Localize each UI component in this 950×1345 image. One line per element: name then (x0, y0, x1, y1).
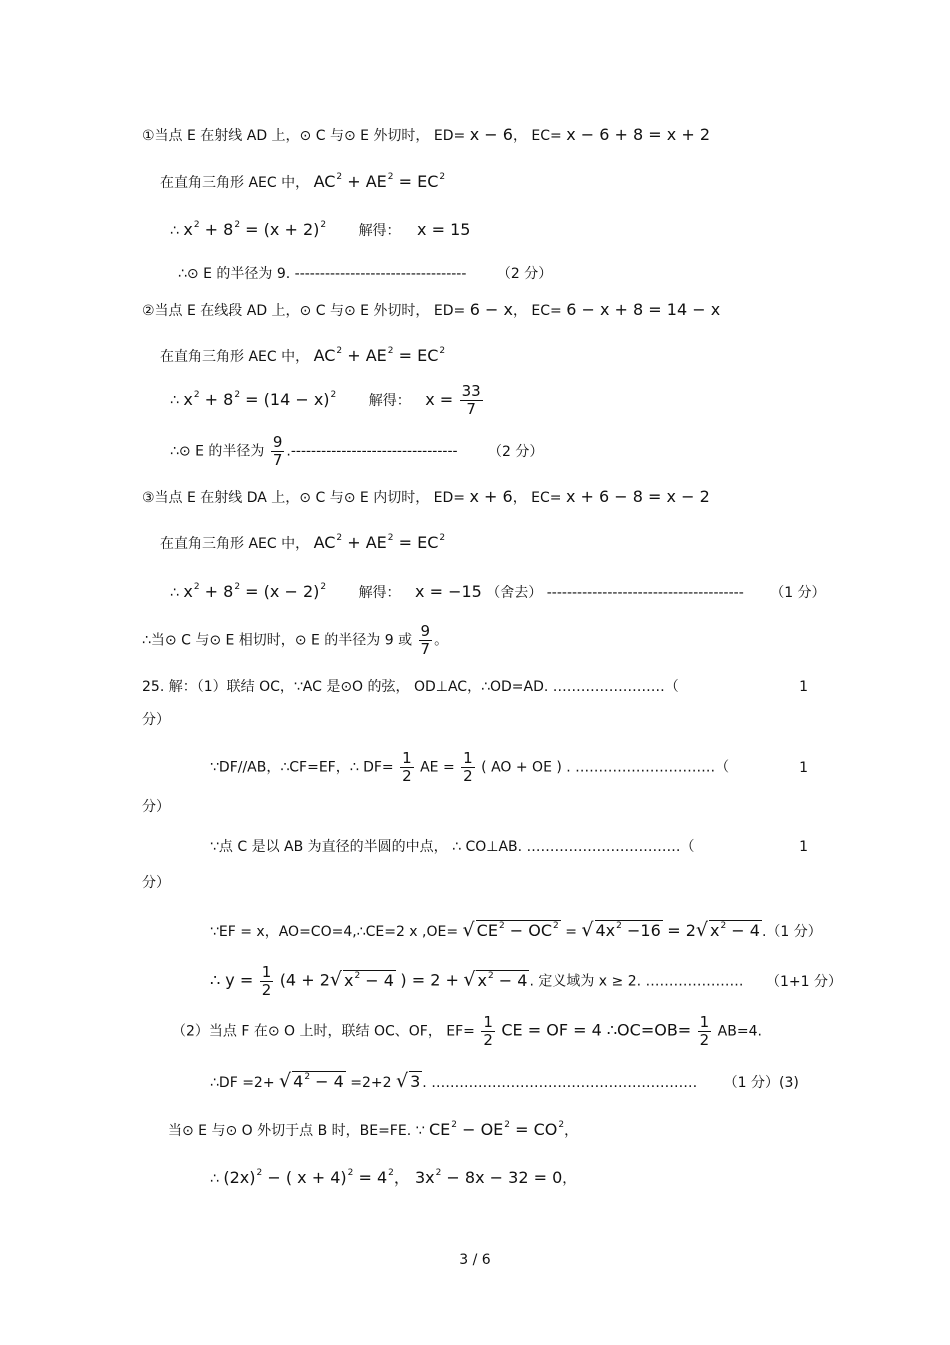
df-text: ∵DF//AB，∴CF=EF，∴ DF= (210, 759, 394, 776)
y-function-line: ∴ y = $\frac{1}{2}$ (4 + 2√ $x^2 - 4$ ) = 2 + √ $x^2 - 4$ . 定义域为 x ≥ 2. ………………… （1+1 分） (210, 963, 842, 999)
therefore-symbol: ∴ (170, 392, 179, 409)
case3-solution: x = −15 (415, 582, 482, 601)
conclusion-text: ∴当⊙ C 与⊙ E 相切时，⊙ E 的半径为 9 或 (142, 632, 413, 649)
y-label: ∴ y = (210, 970, 254, 990)
tangent-text: 当⊙ E 与⊙ O 外切于点 B 时，BE=FE. ∵ (168, 1123, 425, 1139)
solve-label: 解得： (368, 392, 411, 409)
case2-equation: $x^2 + 8^2 = (14 - x)^2$ (183, 389, 337, 409)
score-num: 1 (799, 679, 808, 695)
dash-leader: .--------------------------------- (286, 443, 458, 460)
ao-oe-text: ( AO + OE ) . …………………………（ (481, 759, 730, 776)
score-mark: （1 分） (770, 585, 826, 601)
sqrt-ce-oc: $CE^2 - OC^2$ (476, 921, 559, 940)
oe-line: ∵EF = x，AO=CO=4,∴CE=2 x ,OE= √ $CE^2 - OC^2$ = √ $4x^2 -16 = 2√$ $x^2 - 4$ .（1 分） (210, 919, 822, 941)
q25-text: 25. 解：（1）联结 OC，∵AC 是⊙O 的弦， OD⊥AC，∴OD=AD. ……………………（ (142, 679, 679, 695)
sqrt-42-4: $4^2 - 4$ (293, 1072, 344, 1091)
case1-text: ①当点 E 在射线 AD 上，⊙ C 与⊙ E 外切时， ED= (142, 128, 466, 144)
score-unit: 分） (142, 875, 170, 891)
score-mark: （1+1 分） (765, 973, 842, 990)
domain-text: . 定义域为 x ≥ 2. ………………… (529, 973, 744, 990)
oe-text: ∵EF = x，AO=CO=4,∴CE=2 x ,OE= (210, 924, 459, 940)
fraction-1-2: $\frac{1}{2}$ (699, 1013, 710, 1049)
ae-text: AE = (420, 759, 455, 776)
case1-solution: x = 15 (417, 220, 471, 239)
pythagoras-eq: $AC^2 + AE^2 = EC^2$ (313, 172, 446, 191)
case1-triangle-line (160, 172, 445, 193)
pythagoras-eq: $AC^2 + AE^2 = EC^2$ (313, 533, 446, 552)
pythagoras-eq: $AC^2 + AE^2 = EC^2$ (313, 346, 446, 365)
case2-ec: 6 − x + 8 = 14 − x (566, 300, 721, 319)
case1-radius-line (178, 264, 552, 284)
case1-text2: ， EC= (512, 128, 562, 144)
fraction-1-2: $\frac{1}{2}$ (261, 963, 272, 999)
triangle-text: 在直角三角形 AEC 中， (160, 536, 310, 552)
therefore-symbol: ∴ (170, 585, 179, 601)
fraction-9-7: $\frac{9}{7}$ (272, 433, 283, 469)
quadratic-eq: $(2x)^2$ − ( $x + 4)^2 = 4^2$， $3x^2 - 8x - 32 = 0$ (223, 1168, 563, 1187)
triangle-text: 在直角三角形 AEC 中， (160, 349, 310, 365)
case2-ed: 6 − x (469, 300, 513, 319)
case3-equation: $x^2 + 8^2 = (x - 2)^2$ (183, 582, 327, 601)
case2-radius: ∴⊙ E 的半径为 (170, 443, 265, 460)
case1-equation-line (170, 220, 470, 241)
df-line (210, 750, 808, 785)
case1-line (142, 125, 710, 146)
score-mark: （2 分） (488, 443, 544, 460)
co-text: ∵点 C 是以 AB 为直径的半圆的中点， ∴ CO⊥AB. ……………………………（ (210, 839, 695, 855)
case2-line (142, 300, 720, 321)
sqrt-x2-4: $x^2 - 4$ (477, 970, 528, 990)
q25-line (142, 677, 808, 697)
ce-oe-co-eq: $CE^2 - OE^2 = CO^2$ (428, 1120, 565, 1139)
therefore-symbol: ∴ (170, 223, 179, 239)
part2-text: （2）当点 F 在⊙ O 上时，联结 OC、OF， EF= (172, 1023, 475, 1040)
rejected-note: （舍去） --------------------------------------- (486, 585, 744, 601)
score-mark: （2 分） (496, 266, 553, 282)
case-external-tangent-line: 当⊙ E 与⊙ O 外切于点 B 时，BE=FE. ∵ $CE^2 - OE^2 = CO^2$， (168, 1120, 579, 1139)
sqrt-x2-4: $x^2 - 4$ (709, 921, 760, 940)
solve-label: 解得： (358, 585, 401, 601)
df-value-line: ∴DF =2+ √ $4^2 - 4 =2+2$ √ 3 . ………………………………………………… （1 分）(3) (210, 1070, 799, 1092)
part2-line: （2）当点 F 在⊙ O 上时，联结 OC、OF， EF= $\frac{1}{2}$ CE = OF = 4 ∴OC=OB= $\frac{1}{2}$ AB=4. (172, 1013, 762, 1049)
score-unit: 分） (142, 799, 170, 815)
fraction-1-2: $\frac{1}{2}$ (402, 749, 412, 785)
case3-line (142, 487, 710, 508)
case2-text: ②当点 E 在线段 AD 上，⊙ C 与⊙ E 外切时， ED= (142, 303, 466, 319)
case2-radius-line (170, 434, 543, 469)
sqrt-x2-4: $x^2 - 4$ (343, 970, 394, 990)
fraction-33-7: $\frac{33}{7}$ (461, 382, 481, 418)
score-unit: 分） (142, 712, 170, 728)
case1-ec: x − 6 + 8 = x + 2 (566, 125, 710, 144)
solve-label: 解得： (358, 223, 401, 239)
case2-solution-lhs: x = (425, 389, 454, 409)
score-mark: .（1 分） (761, 924, 822, 940)
case2-text2: ， EC= (512, 303, 562, 319)
conclusion-line (142, 623, 448, 658)
case3-ed: x + 6 (469, 487, 513, 506)
period: 。 (434, 632, 449, 649)
dot-leader: . ………………………………………………… (422, 1075, 698, 1091)
page-number: 3 / 6 (459, 1252, 491, 1268)
case3-text: ③当点 E 在射线 DA 上，⊙ C 与⊙ E 内切时， ED= (142, 490, 465, 506)
df-value: ∴DF =2+ (210, 1075, 275, 1091)
case3-triangle-line (160, 533, 445, 554)
sqrt-4x2-16: $4x^2 -16$ (595, 921, 661, 940)
case2-triangle-line (160, 346, 445, 367)
therefore-symbol: ∴ (210, 1171, 219, 1187)
score-mark: （1 分）(3) (723, 1075, 799, 1091)
case3-equation-line (170, 582, 826, 603)
case2-equation-line (170, 383, 485, 418)
case3-ec: x + 6 − 8 = x − 2 (565, 487, 710, 506)
score-num: 1 (799, 839, 808, 855)
fraction-1-2: $\frac{1}{2}$ (483, 1013, 493, 1049)
fraction-9-7: $\frac{9}{7}$ (420, 622, 431, 658)
triangle-text: 在直角三角形 AEC 中， (160, 175, 310, 191)
fraction-1-2: $\frac{1}{2}$ (463, 749, 473, 785)
case1-equation: $x^2 + 8^2 = (x + 2)^2$ (183, 220, 327, 239)
sqrt-3: 3 (410, 1072, 421, 1091)
case1-radius: ∴⊙ E 的半径为 9. ---------------------------------- (178, 266, 467, 282)
co-line (210, 837, 808, 857)
case3-text2: ， EC= (512, 490, 562, 506)
score-num: 1 (799, 760, 808, 776)
case1-ed: x − 6 (469, 125, 513, 144)
quadratic-line: ∴ $(2x)^2$ − ( $x + 4)^2 = 4^2$， $3x^2 - 8x - 32 = 0$， (210, 1168, 577, 1187)
